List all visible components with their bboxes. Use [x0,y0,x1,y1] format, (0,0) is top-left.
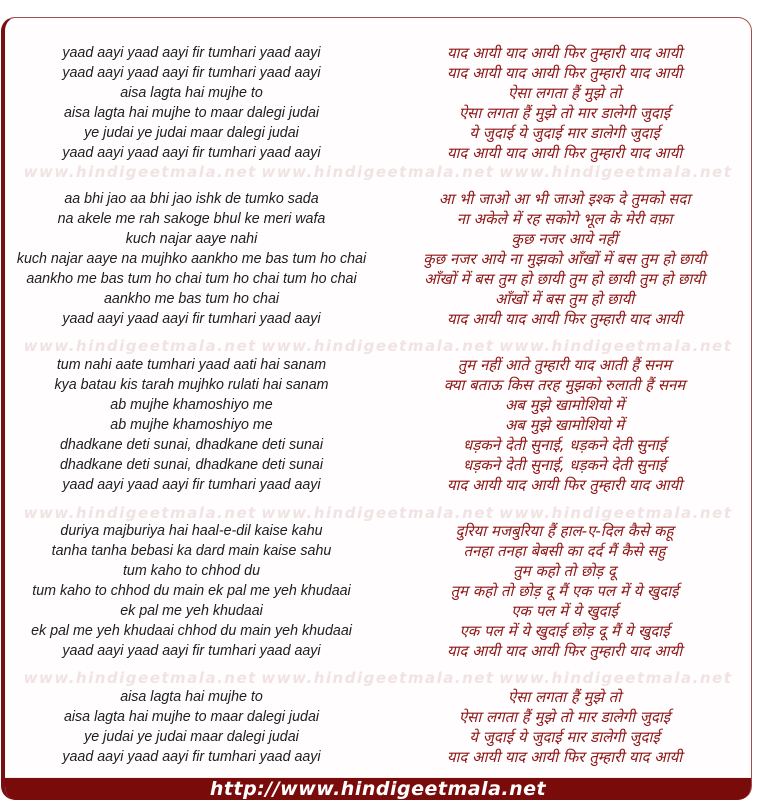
lyric-line: आ भी जाओ आ भी जाओ इश्क दे तुमको सदा [438,190,691,208]
stanza [5,687,378,767]
watermark-text: www.hindigeetmala.net [23,669,257,687]
lyric-line: ना अकेले में रह सकोगे भूल के मेरी वफ़ा [456,210,673,228]
lyric-line: yaad aayi yaad aayi fir tumhari yaad aayi [62,642,321,659]
lyric-line: ye judai ye judai maar dalegi judai [84,124,299,141]
lyric-line: धड़कने देती सुनाई, धड़कने देती सुनाई [462,436,667,454]
stanza [5,43,378,163]
lyric-line: dhadkane deti sunai, dhadkane deti sunai [59,456,324,473]
lyric-line: याद आयी याद आयी फिर तुम्हारी याद आयी [446,642,683,660]
lyrics-columns [5,18,751,793]
lyric-line: kuch najar aaye na mujhko aankho me bas tum ho chai [16,250,367,267]
lyric-line: ab mujhe khamoshiyo me [110,396,273,413]
lyric-line: एक पल में ये खुदाई छोड़ दू मैं ये खुदाई [459,622,670,640]
latin-lyrics-column [5,43,378,793]
lyric-line: aisa lagta hai mujhe to [120,688,263,705]
lyrics-content [5,18,751,777]
stanza [5,189,378,329]
lyric-line: duriya majburiya hai haal-e-dil kaise kahu [60,522,323,539]
stanza [378,189,751,329]
lyric-line: धड़कने देती सुनाई, धड़कने देती सुनाई [462,456,667,474]
lyric-line: कुछ नजर आये नहीं [511,230,618,248]
stanza [378,521,751,661]
lyric-line: याद आयी याद आयी फिर तुम्हारी याद आयी [446,64,683,82]
devanagari-lyrics-column [378,43,751,793]
stanza [5,521,378,661]
lyric-line: yaad aayi yaad aayi fir tumhari yaad aayi [62,310,321,327]
lyric-line: कुछ नजर आये ना मुझको आँखों में बस तुम हो छायी [423,250,706,268]
watermark-text: www.hindigeetmala.net [499,504,733,522]
lyric-line: आँखों में बस तुम हो छायी तुम हो छायी तुम हो छायी [424,270,705,288]
watermark-text: www.hindigeetmala.net [261,669,495,687]
lyric-line: tanha tanha bebasi ka dard main kaise sahu [51,542,332,559]
lyric-line: याद आयी याद आयी फिर तुम्हारी याद आयी [446,44,683,62]
lyric-line: kuch najar aaye nahi [125,230,258,247]
stanza [378,43,751,163]
footer-url: http://www.hindigeetmala.net [209,778,547,800]
lyric-line: aankho me bas tum ho chai tum ho chai tum ho chai [26,270,357,287]
watermark-text: www.hindigeetmala.net [499,337,733,355]
lyric-line: ek pal me yeh khudaai [120,602,263,619]
stanza [5,355,378,495]
watermark-text: www.hindigeetmala.net [261,337,495,355]
lyric-line: ऐसा लगता हैं मुझे तो मार डालेगी जुदाई [458,708,671,726]
stanza [378,687,751,767]
lyric-line: याद आयी याद आयी फिर तुम्हारी याद आयी [446,748,683,766]
lyric-line: yaad aayi yaad aayi fir tumhari yaad aayi [62,64,321,81]
watermark-text: www.hindigeetmala.net [23,504,257,522]
lyric-line: dhadkane deti sunai, dhadkane deti sunai [59,436,324,453]
lyric-line: तुम कहो तो छोड़ दू [513,562,616,580]
lyric-line: अब मुझे खामोशियो में [504,416,625,434]
lyric-line: तुम कहो तो छोड़ दू मैं एक पल में ये खुदाई [450,582,679,600]
lyric-line: yaad aayi yaad aayi fir tumhari yaad aayi [62,44,321,61]
lyric-line: aa bhi jao aa bhi jao ishk de tumko sada [64,190,319,207]
lyric-line: yaad aayi yaad aayi fir tumhari yaad aayi [62,748,321,765]
lyrics-card [1,17,752,800]
lyric-line: yaad aayi yaad aayi fir tumhari yaad aayi [62,476,321,493]
watermark-text: www.hindigeetmala.net [23,337,257,355]
lyric-line: याद आयी याद आयी फिर तुम्हारी याद आयी [446,476,683,494]
stanza [378,355,751,495]
lyric-line: क्या बताऊ किस तरह मुझको रुलाती हैं सनम [443,376,686,394]
lyric-line: याद आयी याद आयी फिर तुम्हारी याद आयी [446,310,683,328]
watermark-text: www.hindigeetmala.net [499,669,733,687]
watermark-text: www.hindigeetmala.net [261,163,495,181]
lyric-line: tum kaho to chhod du [122,562,261,579]
lyric-line: आँखों में बस तुम हो छायी [494,290,635,308]
lyric-line: na akele me rah sakoge bhul ke meri wafa [57,210,326,227]
lyric-line: एक पल में ये खुदाई [511,602,618,620]
lyric-line: ऐसा लगता हैं मुझे तो मार डालेगी जुदाई [458,104,671,122]
lyric-line: yaad aayi yaad aayi fir tumhari yaad aayi [62,144,321,161]
lyric-line: ek pal me yeh khudaai chhod du main yeh khudaai [31,622,352,639]
lyric-line: तुम नहीं आते तुम्हारी याद आती हैं सनम [457,356,672,374]
lyric-line: aisa lagta hai mujhe to maar dalegi judai [63,708,320,725]
lyric-line: ये जुदाई ये जुदाई मार डालेगी जुदाई [469,124,660,142]
lyric-line: ye judai ye judai maar dalegi judai [84,728,299,745]
lyric-line: ab mujhe khamoshiyo me [110,416,273,433]
lyric-line: aisa lagta hai mujhe to maar dalegi judai [63,104,320,121]
lyric-line: aisa lagta hai mujhe to [120,84,263,101]
lyric-line: aankho me bas tum ho chai [103,290,280,307]
watermark-text: www.hindigeetmala.net [23,163,257,181]
lyric-line: अब मुझे खामोशियो में [504,396,625,414]
lyric-line: tum kaho to chhod du main ek pal me yeh khudaai [32,582,351,599]
lyric-line: तनहा तनहा बेबसी का दर्द मैं कैसे सहु [463,542,666,560]
lyric-line: ऐसा लगता हैं मुझे तो [507,688,622,706]
lyric-line: ये जुदाई ये जुदाई मार डालेगी जुदाई [469,728,660,746]
lyric-line: याद आयी याद आयी फिर तुम्हारी याद आयी [446,144,683,162]
lyric-line: tum nahi aate tumhari yaad aati hai sanam [56,356,327,373]
watermark-text: www.hindigeetmala.net [261,504,495,522]
watermark-text: www.hindigeetmala.net [499,163,733,181]
lyric-line: दुरिया मजबुरिया हैं हाल-ए-दिल कैसे कहू [455,522,674,540]
lyric-line: ऐसा लगता हैं मुझे तो [507,84,622,102]
lyric-line: kya batau kis tarah mujhko rulati hai sanam [54,376,329,393]
